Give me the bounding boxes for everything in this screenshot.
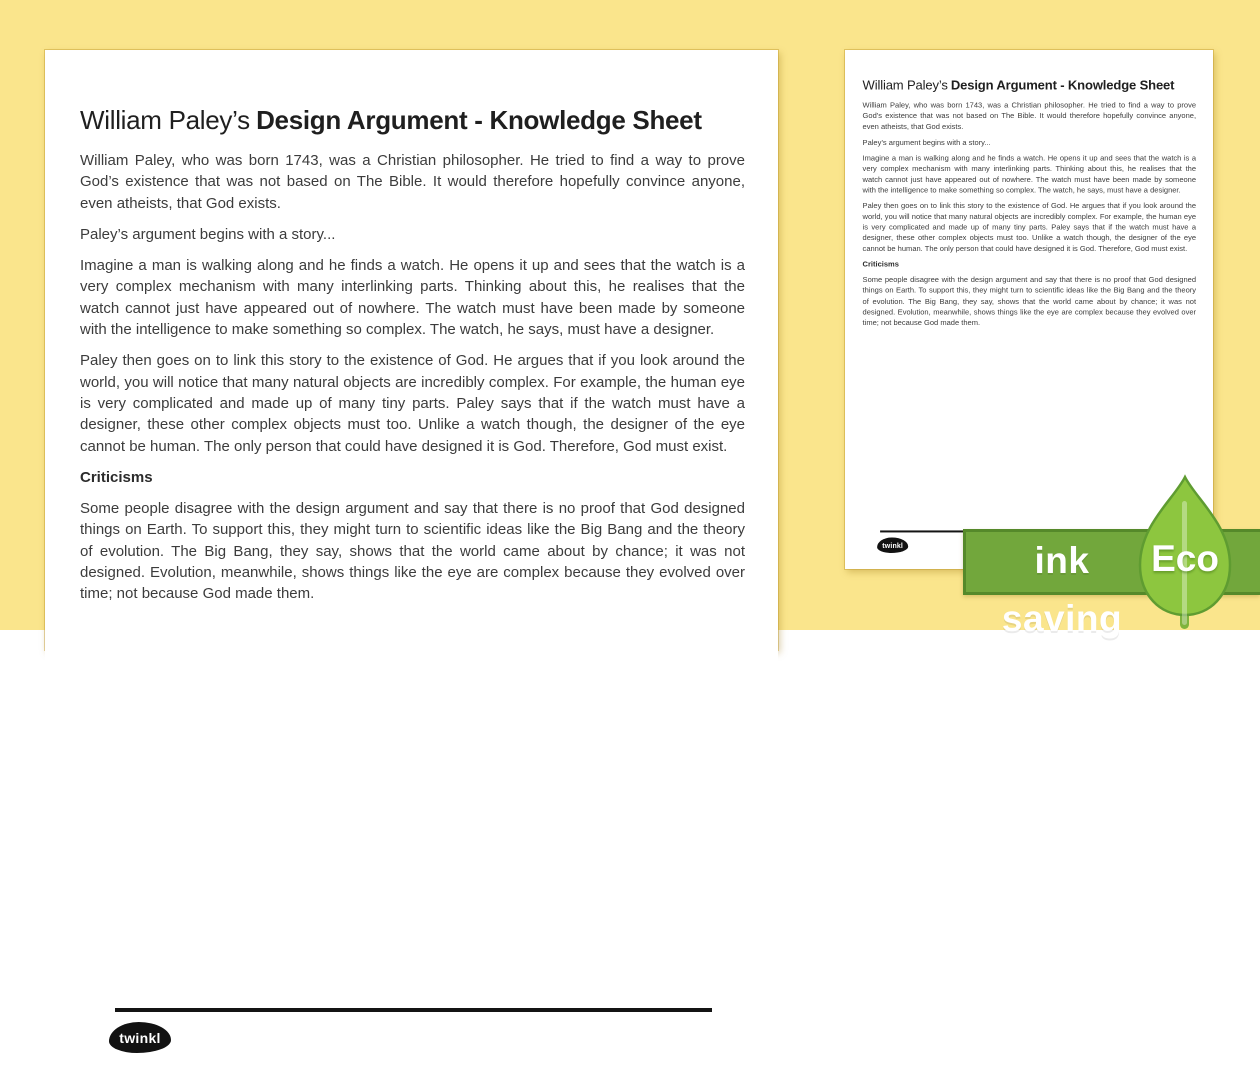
criticisms-paragraph: Some people disagree with the design argument and say that there is no proof that God designed things on Earth. To support this, they might turn to scientific ideas like the Big Bang and the theory of evolution. The Big Bang, they say, shows that the world came about by chance; it was not designed. Evolution, meanwhile, shows things like the eye are complex because they evolved over time; not because God made them. <box>862 275 1197 328</box>
paragraph-story-lead: Paley’s argument begins with a story... <box>80 225 336 243</box>
paragraph-watch-story: Imagine a man is walking along and he finds a watch. He opens it up and sees that the watch is a very complex mechanism with many interlinking parts. Thinking about this, he realises that the watch cannot just have appeared out of nowhere. The watch must have been made by someone with the intelligence to make something so complex. The watch, he says, must have a designer. <box>862 153 1197 195</box>
page-title-small-regular: William Paley’s <box>862 77 948 93</box>
page-large <box>45 50 778 1084</box>
footer-divider <box>115 1008 712 1012</box>
paragraph-intro: William Paley, who was born 1743, was a Christian philosopher. He tried to find a way to prove God’s existence that was not based on The Bible. It would therefore hopefully convince anyone, even atheists, that God exists. <box>862 101 1197 132</box>
page-content-small <box>862 50 1197 550</box>
twinkl-logo-text: twinkl <box>882 541 904 550</box>
page-footer-large <box>115 1008 712 1053</box>
page-content-large <box>80 50 745 1046</box>
page-title-small <box>863 78 1196 93</box>
twinkl-logo <box>109 1022 171 1053</box>
paragraph-intro: William Paley, who was born 1743, was a Christian philosopher. He tried to find a way to prove God’s existence that was not based on The Bible. It would therefore hopefully convince anyone, even atheists, that God exists. <box>80 152 745 212</box>
paragraph-existence-of-god: Paley then goes on to link this story to the existence of God. He argues that if you look around the world, you will notice that many natural objects are incredibly complex. For example, the human eye is very complicated and made up of many tiny parts. Paley says that if the watch must have a designer, these other complex objects must too. Unlike a watch though, the designer of the eye cannot be human. The only person that could have designed it is God. Therefore, God must exist. <box>862 201 1197 253</box>
twinkl-logo-text: twinkl <box>119 1029 161 1046</box>
criticisms-heading: Criticisms <box>862 260 899 269</box>
paragraph-watch-story: Imagine a man is walking along and he finds a watch. He opens it up and sees that the watch is a very complex mechanism with many interlinking parts. Thinking about this, he realises that the watch cannot just have appeared out of nowhere. The watch must have been made by someone with the intelligence to make something so complex. The watch, he says, must have a designer. <box>80 257 745 339</box>
page-title-regular: William Paley’s <box>80 105 250 135</box>
page-title <box>80 105 745 135</box>
document-page-large <box>45 50 778 1046</box>
paragraph-existence-of-god: Paley then goes on to link this story to the existence of God. He argues that if you look around the world, you will notice that many natural objects are incredibly complex. For example, the human eye is very complicated and made up of many tiny parts. Paley says that if the watch must have a designer, these other complex objects must too. Unlike a watch though, the designer of the eye cannot be human. The only person that could have designed it is God. Therefore, God must exist. <box>80 352 745 455</box>
page-title-bold: Design Argument - Knowledge Sheet <box>256 105 702 135</box>
ink-saving-label: ink saving <box>1001 540 1123 639</box>
twinkl-logo <box>877 537 908 553</box>
criticisms-paragraph: Some people disagree with the design argument and say that there is no proof that God designed things on Earth. To support this, they might turn to scientific ideas like the Big Bang and the theory of evolution. The Big Bang, they say, shows that the world came about by chance; it was not designed. Evolution, meanwhile, shows things like the eye are complex because they evolved over time; not because God made them. <box>80 500 745 603</box>
page-title-small-bold: Design Argument - Knowledge Sheet <box>950 77 1175 93</box>
document-body-small <box>863 100 1196 328</box>
criticisms-heading: Criticisms <box>80 468 153 486</box>
document-body <box>80 150 745 605</box>
paragraph-story-lead: Paley’s argument begins with a story... <box>862 138 991 147</box>
eco-label: Eco <box>1151 538 1219 579</box>
